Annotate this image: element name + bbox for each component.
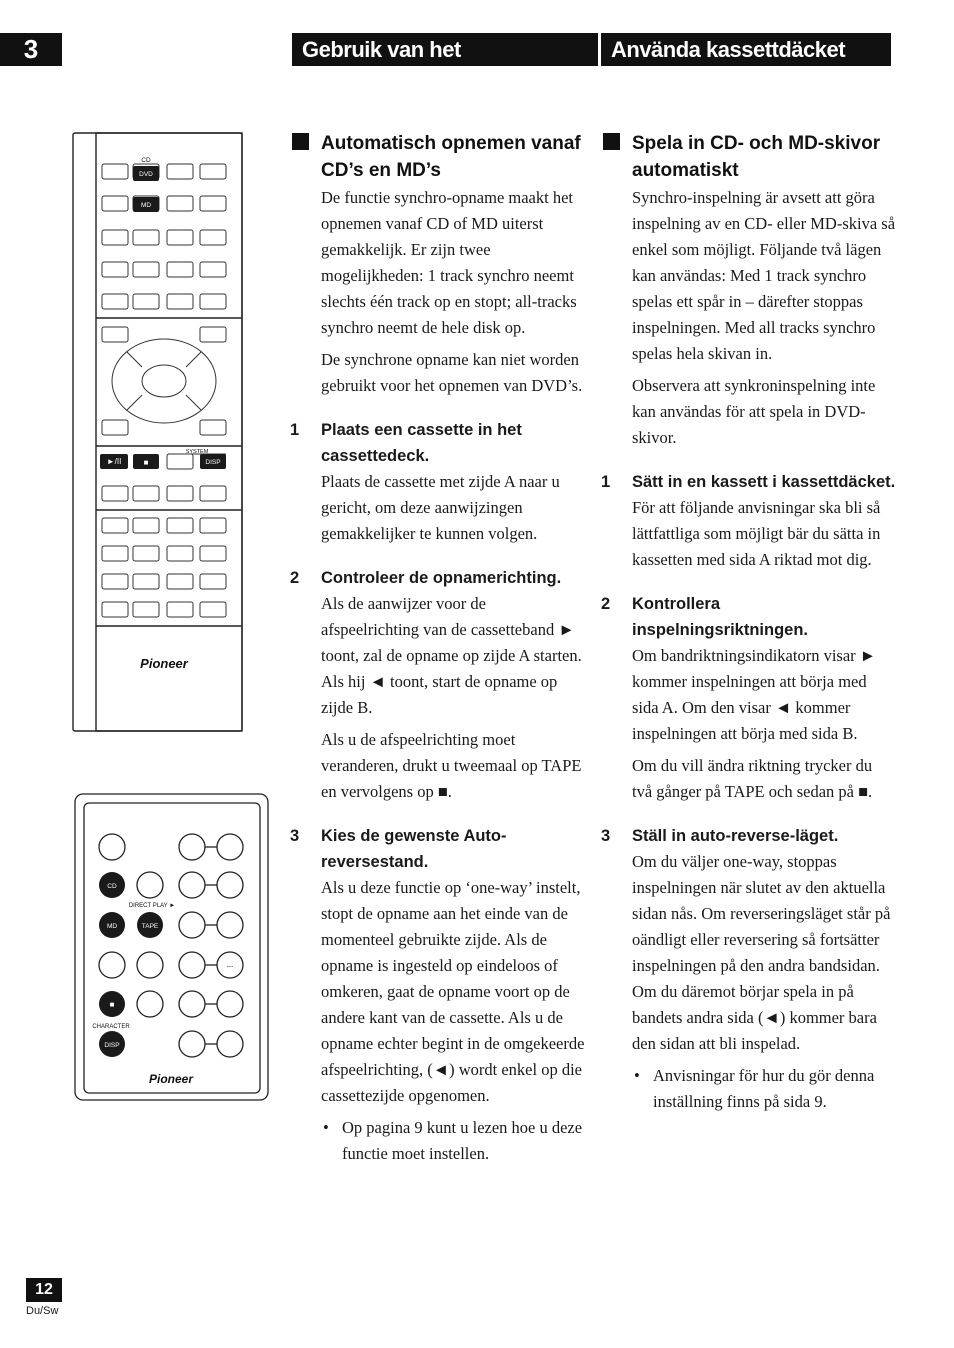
section-title-dutch: Automatisch opnemen vanaf CD’s en MD’s [321,133,581,181]
swedish-step-2 [601,591,896,805]
dutch-step-1-title: Plaats een cassette in het cassettedeck. [321,421,522,465]
swedish-step-3-number: 3 [601,827,611,845]
page-number: 12 [26,1278,62,1302]
dutch-intro-2: De synchrone opname kan niet worden gebruikt voor het opnemen van DVD’s. [321,350,583,395]
dutch-step-2-number: 2 [290,569,300,587]
large-remote-illustration [72,132,244,734]
dutch-step-3-text: Als u deze functie op ‘one-way’ instelt, stopt de opname aan het einde van de momenteel gebruikte zijde. Als de opname is ingesteld op eindeloos of omkeren, gaat de opname voort op de andere kant van de cassette. Als u de opname echter begint in de omgekeerde afspeelrichting, (◄) wordt enkel op die cassettezijde opgenomen. [321,878,585,1105]
dutch-step-1-text: Plaats de cassette met zijde A naar u gericht, om deze aanwijzingen gemakkelijker te kunnen volgen. [321,472,560,543]
swedish-step-1-title: Sätt in en kassett i kassettdäcket. [632,473,896,491]
small-label-tape: TAPE [141,923,159,930]
swedish-step-3-title: Ställ in auto-reverse-läget. [632,827,839,845]
dutch-column [290,185,585,1173]
dutch-step-2 [290,565,585,805]
label-disp: DISP [205,459,221,466]
label-stop: ■ [143,458,149,467]
header-dutch-title: Gebruik van het cassettedeck [292,33,598,66]
dutch-step-1-number: 1 [290,421,300,439]
language-code: Du/Sw [26,1305,59,1317]
small-label-character: CHARACTER [92,1024,130,1030]
swedish-step-2-text-1: Om bandriktningsindikatorn visar ► kommer inspelningen att börja med sida A. Om den visar ◄ kommer inspelningen att börja med sida B. [632,646,877,743]
swedish-step-2-title: Kontrollera inspelningsriktningen. [632,595,809,639]
label-system: SYSTEM [185,449,209,455]
swedish-step-3-text: Om du väljer one-way, stoppas inspelningen när slutet av den aktuella sidan nås. Om reverseringsläget står på oändligt eller reversering så fortsätter inspelningen på den andra bandsidan. Om du däremot börjar spela in på bandets andra sida (◄) kommer bara den sidan att bli inspelad. [632,852,891,1053]
small-label-stop: ■ [109,1000,115,1009]
small-label-direct-play: DIRECT PLAY ► [128,903,176,909]
swedish-intro-2: Observera att synkroninspelning inte kan användas för att spela in DVD-skivor. [632,376,876,447]
swedish-column [601,185,896,1121]
swedish-step-1-number: 1 [601,473,611,491]
label-md: MD [140,202,152,209]
small-label-md: MD [106,923,118,930]
dutch-step-2-text-1: Als de aanwijzer voor de afspeelrichting van de cassetteband ► toont, zal de opname op zijde A starten. Als hij ◄ toont, start de opname op zijde B. [321,594,582,717]
brand-logo: Pioneer [140,656,188,671]
dutch-step-3-number: 3 [290,827,300,845]
swedish-intro-1: Synchro-inspelning är avsett att göra inspelning av en CD- eller MD-skiva så enkel som möjligt. Följande två lägen kan användas: Med 1 track synchro spelas ett spår in – därefter stoppas inspelningen. Med all tracks synchro spelas hela skivan in. [632,188,896,363]
label-dvd: DVD [139,171,153,178]
dutch-intro-1: De functie synchro-opname maakt het opnemen vanaf CD of MD uiterst gemakkelijk. Er zijn twee mogelijkheden: 1 track synchro neemt slechts één track op en stopt; all-tracks synchro neemt de hele disk op. [321,188,577,337]
dutch-step-2-text-2: Als u de afspeelrichting moet veranderen, drukt u tweemaal op TAPE en vervolgens op ■. [321,730,582,801]
swedish-step-3-bullet: • Anvisningar för hur du gör denna inställning finns på sida 9. [632,1063,896,1115]
section-marker-dutch [292,133,309,150]
small-label-cd: CD [107,883,117,890]
small-label-disp: DISP [104,1042,120,1049]
dutch-step-3 [290,823,585,1167]
dutch-step-1 [290,417,585,547]
dutch-step-2-title: Controleer de opnamerichting. [321,569,562,587]
label-cd: CD [141,157,151,164]
swedish-step-3 [601,823,896,1115]
small-remote-illustration [74,793,270,1103]
section-title-swedish: Spela in CD- och MD-skivor automatiskt [632,133,881,181]
section-marker-swedish [603,133,620,150]
label-play-pause: ►/II [106,457,122,466]
dutch-step-3-bullet: • Op pagina 9 kunt u lezen hoe u deze functie moet instellen. [321,1115,585,1167]
small-label-dash: --- [226,963,234,970]
chapter-number-box: 3 [0,33,62,66]
swedish-step-2-text-2: Om du vill ändra riktning trycker du två gånger på TAPE och sedan på ■. [632,756,873,801]
dutch-step-3-title: Kies de gewenste Auto-reversestand. [321,827,507,871]
swedish-step-2-number: 2 [601,595,611,613]
small-brand-logo: Pioneer [148,1072,194,1086]
swedish-step-1-text: För att följande anvisningar ska bli så lättfattliga som möjligt bär du sätta in kassetten med sida A riktad mot dig. [632,498,881,569]
swedish-step-1 [601,469,896,573]
header-swedish-title: Använda kassettdäcket [601,33,891,66]
